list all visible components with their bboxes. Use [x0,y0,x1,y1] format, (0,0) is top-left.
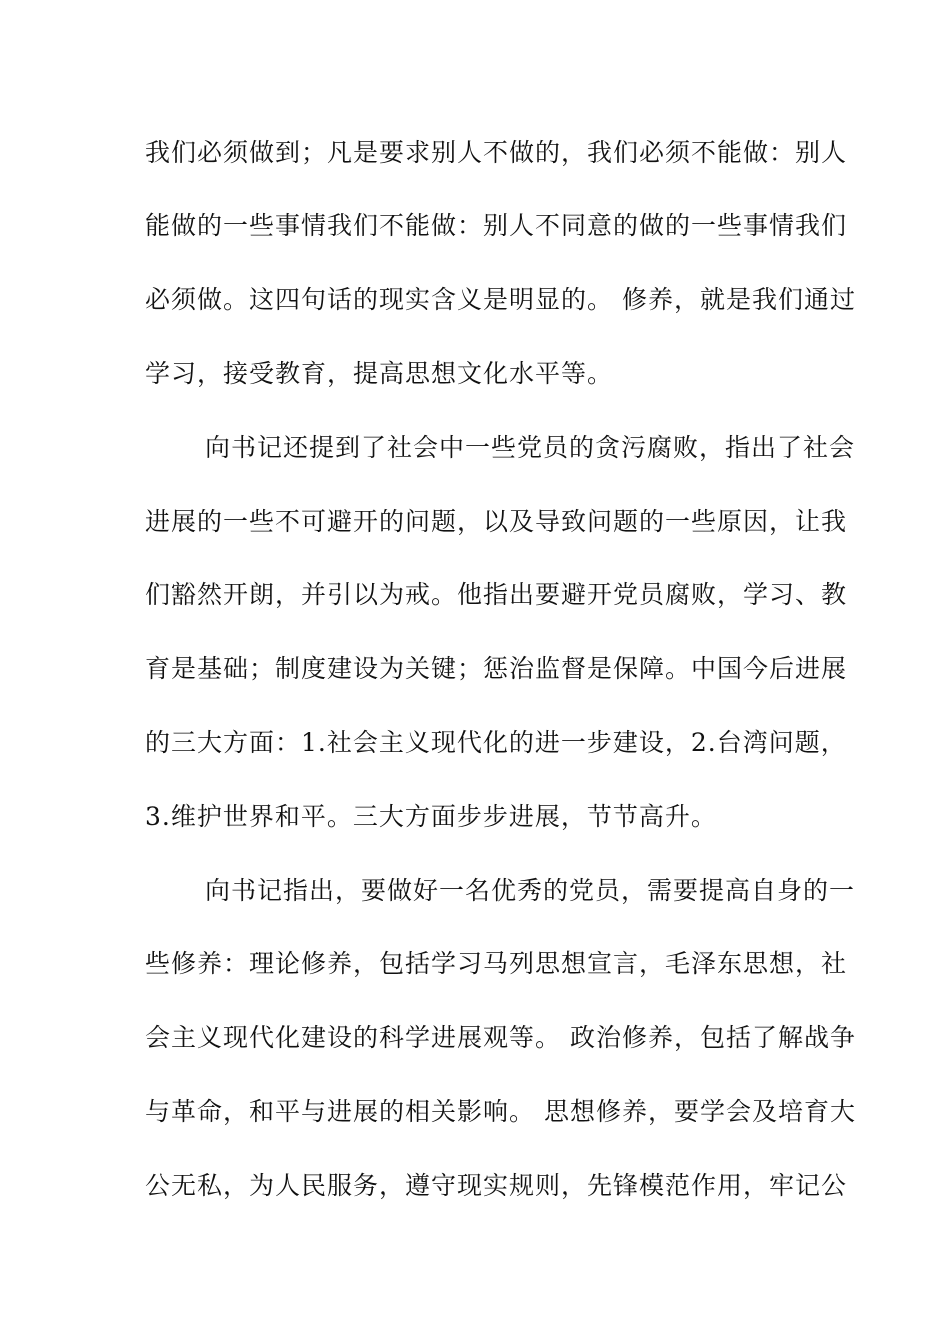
paragraph-line: 3.维护世界和平。三大方面步步进展，节节高升。 [145,802,717,831]
paragraph-line: 们豁然开朗，并引以为戒。他指出要避开党员腐败，学习、教 [145,580,848,609]
paragraph-line: 进展的一些不可避开的问题，以及导致问题的一些原因，让我 [145,507,848,536]
paragraph-line: 学习，接受教育，提高思想文化水平等。 [145,359,614,388]
paragraph-line: 能做的一些事情我们不能做：别人不同意的做的一些事情我们 [145,211,848,240]
paragraph-line: 公无私，为人民服务，遵守现实规则，先锋模范作用，牢记公 [145,1171,848,1200]
paragraph-line: 与革命，和平与进展的相关影响。 思想修养，要学会及培育大 [145,1097,856,1126]
paragraph-line: 必须做。这四句话的现实含义是明显的。 修养，就是我们通过 [145,285,856,314]
paragraph-line: 会主义现代化建设的科学进展观等。 政治修养，包括了解战争 [145,1023,856,1052]
paragraph-first-line: 向书记还提到了社会中一些党员的贪污腐败，指出了社会 [205,433,856,462]
paragraph-line: 的三大方面：1.社会主义现代化的进一步建设，2.台湾问题， [145,728,847,757]
paragraph-line: 些修养：理论修养，包括学习马列思想宣言，毛泽东思想，社 [145,949,848,978]
paragraph-line: 育是基础；制度建设为关键；惩治监督是保障。中国今后进展 [145,654,848,683]
paragraph-line: 我们必须做到；凡是要求别人不做的，我们必须不能做：别人 [145,138,848,167]
paragraph-first-line: 向书记指出，要做好一名优秀的党员，需要提高自身的一 [205,876,856,905]
